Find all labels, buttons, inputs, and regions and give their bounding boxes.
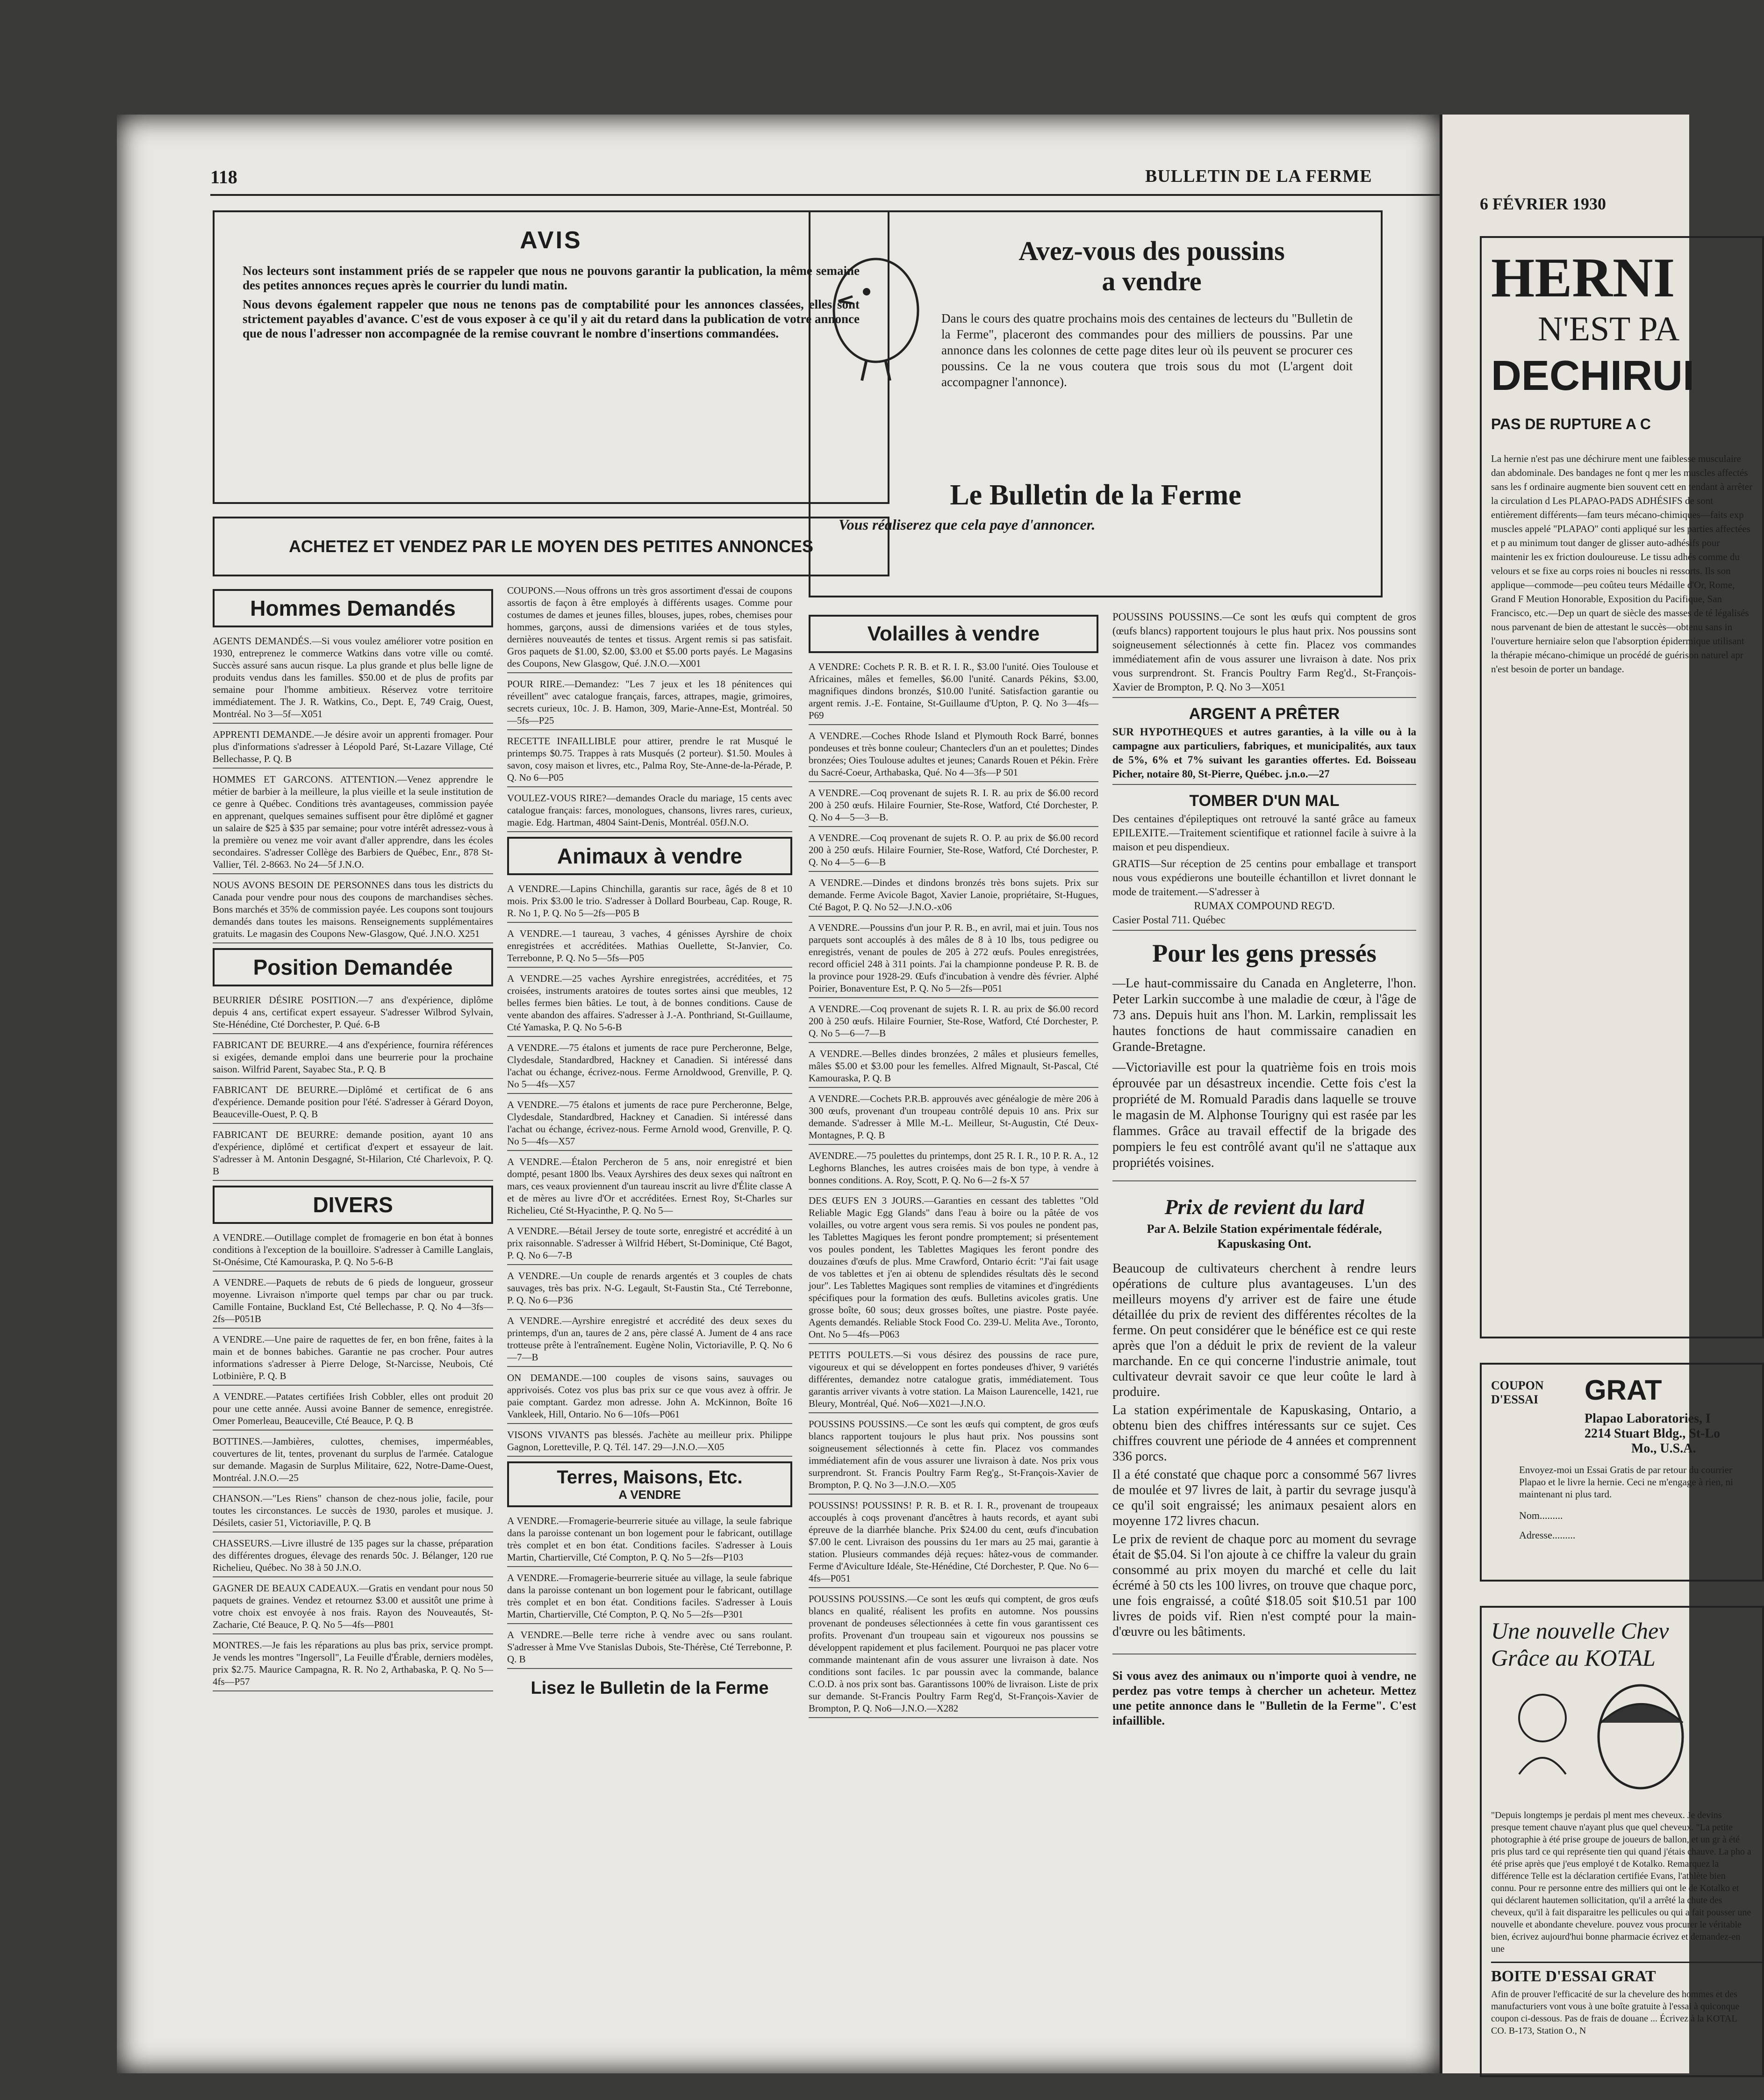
classified-ad: AGENTS DEMANDÉS.—Si vous voulez améliorer votre position en 1930, entreprenez le commerce Watkins dans votre ville ou comté. Succès assuré sans aucun risque. La plus grande et plus belle ligne de produits vendus dans les familles. $50.00 et de plus de profits par semaine pour l'homme ambitieux. Réservez votre territoire immédiatement. The J. R. Watkins, Co., Dept. E, 749 Craig, Ouest, Montréal. No 3—5f—X051: [213, 635, 493, 724]
hernie-subtitle: N'EST PA: [1538, 310, 1680, 348]
classified-ad: AVENDRE.—75 poulettes du printemps, dont 25 R. I. R., 10 P. R. A., 12 Leghorns Blanches, les autres croisées mais de bon type, à vendre à bonnes conditions. A. Roy, Scott, P. Q. No 6—2 fs-X 57: [809, 1150, 1098, 1190]
classified-ad: A VENDRE: Cochets P. R. B. et R. I. R., $3.00 l'unité. Oies Toulouse et Africaines, mâles et femelles, $6.00 l'unité. Canards Pékins, $3.00, magnifiques dindons bronzés, $10.00 l'unité. Satisfaction garantie ou argent remis. J.-E. Fontaine, St-Guillaume d'Upton, P. Q. No 3—4fs—P69: [809, 661, 1098, 725]
poussins-title-1: Avez-vous des poussins: [1018, 236, 1285, 266]
page-number: 118: [210, 166, 237, 187]
header-rule: [210, 194, 1500, 196]
classified-ad: A VENDRE.—75 étalons et juments de race pure Percheronne, Belge, Clydesdale, Standardbred, Hackney et Canadien. Si intéressé dans l'achat ou échange, écrivez-nous. Ferme Arnold wood, Grenville, P. Q. No 5—4fs—X57: [507, 1099, 792, 1151]
classified-ad: A VENDRE.—Paquets de rebuts de 6 pieds de longueur, grosseur moyenne. Livraison n'importe quel temps par char ou par truck. Camille Fontaine, Buckland Est, Cté Bellechasse, P. Q. No 4—3fs—2fs—P051B: [213, 1276, 493, 1329]
lard-paragraph-3: Il a été constaté que chaque porc a consommé 567 livres de moulée et 97 livres de lait, à partir du sevrage jusqu'à ce qu'il soit engraissé; les animaux pesaient alors en moyenne 172 livres chacun.: [1112, 1467, 1416, 1528]
classified-ad: A VENDRE.—Coq provenant de sujets R. I. R. au prix de $6.00 record 200 à 250 œufs. Hilaire Fournier, Ste-Rose, Watford, Cté Dorchester, P. Q. No 5—6—7—B: [809, 1003, 1098, 1043]
bulletin-brand: Le Bulletin de la Ferme: [950, 479, 1241, 511]
hernie-ad-box: [1480, 236, 1764, 1338]
column-2: [507, 584, 792, 2048]
avis-box: [213, 210, 889, 504]
classified-ad: A VENDRE.—Bétail Jersey de toute sorte, enregistré et accrédité à un prix raisonnable. S'adresser à Wilfrid Hébert, St-Dominique, Cté Bagot, P. Q. No 6—7-B: [507, 1225, 792, 1265]
classified-ad: FABRICANT DE BEURRE.—4 ans d'expérience, fournira références si exigées, demande emploi dans une beurrerie pour la prochaine saison. Wilfrid Parent, Sayabec Sta., P. Q. B: [213, 1039, 493, 1079]
coupon-label-2: D'ESSAI: [1491, 1393, 1539, 1406]
page-header-title: BULLETIN DE LA FERME: [1145, 166, 1372, 186]
classified-ad: A VENDRE.—Coq provenant de sujets R. O. P. au prix de $6.00 record 200 à 250 œufs. Hilaire Fournier, Ste-Rose, Watford, Cté Dorchester, P. Q. No 4—5—6—B: [809, 832, 1098, 872]
classified-ad: ON DEMANDE.—100 couples de visons sains, sauvages ou apprivoisés. Cotez vos plus bas prix sur ce que vous avez à offrir. Je paie comptant. Gardez mon adresse. John A. McKinnon, Boîte 16 Vankleek, Hill, Ontario. No 6—10fs—P061: [507, 1372, 792, 1424]
presses-paragraph-1: —Le haut-commissaire du Canada en Angleterre, l'hon. Peter Larkin succombe à une maladie de cœur, à l'âge de 73 ans. Depuis huit ans l'hon. M. Larkin, remplissait les hautes fonctions de haut commissaire canadien en Grande-Bretagne.: [1112, 976, 1416, 1054]
argent-body: SUR HYPOTHEQUES et autres garanties, à la ville ou à la campagne aux particuliers, fabriques, et municipalités, aux taux de 5%, 6% et 7% suivant les garanties offertes. Ed. Boisseau Picher, notaire 80, St-Pierre, Québec. j.n.o.—27: [1112, 725, 1416, 785]
coupon-label-1: COUPON: [1491, 1379, 1544, 1392]
chick-illustration: [825, 240, 927, 390]
newspaper-page: [117, 115, 1440, 2073]
classified-ad: A VENDRE.—Coches Rhode Island et Plymouth Rock Barré, bonnes pondeuses et très bonne couleur; Chanteclers d'un an et poulettes; Dindes bronzées; Oies Toulouse adultes et jeunes; Canards Rouen et Pékin. Frère du Sacré-Coeur, Arthabaska, Qué. No 4—3fs—P 501: [809, 730, 1098, 782]
classified-ad: RECETTE INFAILLIBLE pour attirer, prendre le rat Musqué le printemps $0.75. Trappes à rats Musqués (2 porteur). $1.50. Moules à savon, cosy maison et livres, etc., Palma Roy, Ste-Anne-de-la-Pérade, P. Q. No 6—P05: [507, 735, 792, 787]
poussins-title-2: a vendre: [1102, 266, 1202, 296]
classified-ad: BEURRIER DÉSIRE POSITION.—7 ans d'expérience, diplôme depuis 4 ans, certificat expert essayeur. S'adresser Wilbrod Sylvain, Ste-Hénédine, Cté Dorchester, P. Qué. 6-B: [213, 994, 493, 1034]
section-terres-title: Terres, Maisons, Etc.: [557, 1467, 743, 1488]
coupon-gratis: GRAT: [1585, 1374, 1662, 1406]
kotalko-title-1: Une nouvelle Chev: [1491, 1618, 1669, 1644]
lard-title: Prix de revient du lard: [1164, 1195, 1364, 1219]
classified-ad: CHASSEURS.—Livre illustré de 135 pages sur la chasse, préparation des différentes drogues, élevage des renards 50c. J. Bélanger, 120 rue Richelieu, Québec. No 38 à 50 J.N.O.: [213, 1537, 493, 1577]
mal-company: RUMAX COMPOUND REG'D.: [1194, 900, 1335, 912]
hernie-subtitle-2: DECHIRUI: [1491, 352, 1695, 399]
classified-ad: POUSSINS! POUSSINS! P. R. B. et R. I. R., provenant de troupeaux accouplés à coqs provenant d'ancêtres à hauts records, et ayant subi épreuve de la diarrhée blanche. Prix $24.00 du cent, œufs d'incubation $7.00 le cent. Livraison des poussins du 1er mars au 25 mai, garantie à station. Plusieurs commandes déjà reçues: hâtez-vous de commander. Ferme d'Aviculture Idéale, Ste-Hénédine, Cté Dorchester, P. Que. No 6—4fs—P051: [809, 1499, 1098, 1588]
kotalko-title-2: Grâce au KOTAL: [1491, 1645, 1656, 1671]
classified-ad: A VENDRE.—Patates certifiées Irish Cobbler, elles ont produit 20 pour une cette année. Aussi avoine Banner de semence, enregistrée. Omer Pomerleau, Beauceville, Cté Beauce, P. Q. B: [213, 1390, 493, 1431]
argent-title: ARGENT A PRÊTER: [1189, 705, 1340, 723]
page-date: 6 FÉVRIER 1930: [1480, 194, 1606, 213]
section-volailles-a-vendre: Volailles à vendre: [809, 615, 1098, 653]
classified-ad: A VENDRE.—25 vaches Ayrshire enregistrées, accréditées, et 75 croisées, instruments aratoires de toutes sortes ainsi que meubles, 12 belles fermes bien bâties. Le tout, à de bonnes conditions. Cause de vente abandon des affaires. S'adresser à J.-A. Ponthriand, St-Guillaume, Cté Yamaska, P. Q. No 5-6-B: [507, 972, 792, 1037]
coupon-company: Plapao Laboratories, I: [1585, 1411, 1711, 1426]
closing-notice: Si vous avez des animaux ou n'importe quoi à vendre, ne perdez pas votre temps à chercher un acheteur. Mettez une petite annonce dans le "Bulletin de la Ferme". C'est infaillible.: [1112, 1669, 1416, 1727]
column-1: [213, 584, 493, 2048]
classified-ad: FABRICANT DE BEURRE: demande position, ayant 10 ans d'expérience, diplômé et certificat d'expert et essayeur de lait. S'adresser à M. Antonin Desgagné, St-Hilarion, Cté Charlevoix, P. Q. B: [213, 1129, 493, 1181]
poussins-body: Dans le cours des quatre prochains mois des centaines de lecteurs du "Bulletin de la Ferme", placeront des commandes pour des milliers de poussins. Par une annonce dans les colonnes de cette page dites leur où ils peuvent se procurer ces poussins. Ce la ne vous coutera que trois sous du mot (L'argent doit accompagner l'annonce).: [941, 311, 1353, 389]
coupon-name-field[interactable]: Nom.........: [1519, 1510, 1563, 1521]
classified-ad: APPRENTI DEMANDE.—Je désire avoir un apprenti fromager. Pour plus d'informations s'adresser à Léopold Paré, St-Lazare Village, Cté Bellechasse, P. Q. B: [213, 728, 493, 769]
section-position-demandee: Position Demandée: [213, 948, 493, 986]
classified-ad: A VENDRE.—Fromagerie-beurrerie située au village, la seule fabrique dans la paroisse contenant un bon logement pour le fabricant, outillage très complet et en bon état. Conditions faciles. S'adresser à Louis Martin, Chartierville, Cté Compton, P. Q. No 5—2fs—P301: [507, 1572, 792, 1624]
classified-ad: DES ŒUFS EN 3 JOURS.—Garanties en cessant des tablettes "Old Reliable Magic Egg Glands" dans l'eau à boire ou la pâtée de vos volailles, ou votre argent vous sera remis. Si vos poules ne pondent pas, les Tablettes Magiques les feront pondre promptement; si présentement vos poules pondent, les Tablettes Magiques les feront pondre des douzaines d'œufs de plus. Mme Crawford, Ontario écrit: "J'ai fait usage de vos tablettes et j'en ai obtenu de splendides résultats dès le second jour". Les Tablettes Magiques sont remplies de vitamines et d'ingrédients spécifiques pour la formation des œufs. Bulletins avicoles gratis. Une grosse boîte, 60 sous; deux grosses boîtes, une piastre. Poste payée. Agents demandés. Reliable Stock Food Co. 239-U. Melita Ave., Toronto, Ont. No 5—4fs—P063: [809, 1194, 1098, 1344]
classified-ad: A VENDRE.—Cochets P.R.B. approuvés avec généalogie de mère 206 à 300 œufs, provenant d'un troupeau contrôlé depuis 10 ans. Prix sur demande. S'adresser à Mlle M.-L. Meilleur, St-Augustin, Cté Deux-Montagnes, P. Q. B: [809, 1093, 1098, 1145]
kotalko-body: "Depuis longtemps je perdais pl ment mes cheveux. Je devins presque tement chauve n'ayant plus que quel cheveux. "La petite photographie à été prise groupe de joueurs de ballon, et un gr à été pris plus tard ce qui représente tien qui quand j'étais chauve. La pho a été prise après que j'eus employé t de Kotalko. Remarquez la différence Telle est la déclaration certifiée Evans, l'athlète bien connu. Pour re personne entre des milliers qui ont le de Kotalko et qui déclarent hautemen sollicitation, qu'il a arrêté la chute des cheveux, qu'il à fait disparaitre les pellicules ou qui a fait pousser une nouvelle et abondante chevelure. pouvez vous procurer le véritable bien, écrivez aujourd'hui bonne pharmacie écrivez et demandez-en une: [1491, 1810, 1751, 1954]
classified-ad: NOUS AVONS BESOIN DE PERSONNES dans tous les districts du Canada pour vendre pour nous des coupons de marchandises sèches. Bons marchés et 35% de commission payée. Les coupons sont toujours demandés dans toutes les maisons. Renseignements supplémentaires gratuits. Le magasin des Coupons New-Glasgow, Qué. J.N.O. X251: [213, 879, 493, 943]
classified-ad: A VENDRE.—Étalon Percheron de 5 ans, noir enregistré et bien dompté, pesant 1800 lbs. Veaux Ayrshires des deux sexes qui naîtront en mars, ces veaux proviennent d'un taureau inscrit au livre d'Élite classe A et de mères au livre d'Or et accréditées. Ernest Roy, St-Charles sur Richelieu, Cté St-Hyacinthe, P. Q. No 5—: [507, 1156, 792, 1220]
poussins-ad-box: [809, 210, 1383, 597]
presses-paragraph-2: —Victoriaville est pour la quatrième fois en trois mois éprouvée par un désastreux incendie. Cette fois c'est la propriété de M. Romuald Paradis dans laquelle se trouve le magasin de M. Alphonse Tourigny qui est rasée par les flammes. Grâce au travail effectif de la brigade des pompiers le feu est contrôlé avant qu'il ne s'attaque aux propriétés voisines.: [1112, 1060, 1416, 1181]
classified-ad: POUR RIRE.—Demandez: "Les 7 jeux et les 18 pénitences qui réveillent" avec catalogue français, farces, attrapes, magie, grimoires, secrets curieux, 10c. J. B. Hamon, 309, Marie-Anne-Est, Montréal. 50—5fs—P25: [507, 678, 792, 730]
column-3: [809, 610, 1098, 2050]
classified-ad: POUSSINS POUSSINS.—Ce sont les œufs qui comptent, de gros œufs blancs rapportent toujours le plus haut prix. Nos poussins sont soigneusement sélectionnés à cette fin. Placez vos commandes immédiatement afin de vous assurer une livraison à date. Nos prix vous surprendront. St. Francis Poultry Farm Reg'g., St-François-Xavier de Brompton, P. Q. No 3—J.N.O.—X05: [809, 1418, 1098, 1495]
kotalko-ad-box: [1480, 1606, 1764, 2077]
lard-byline: Par A. Belzile Station expérimentale fédérale, Kapuskasing Ont.: [1147, 1222, 1382, 1251]
mal-gratis: GRATIS—Sur réception de 25 centins pour emballage et transport nous vous expédierons une bouteille échantillon et livret donnant le mode de traitement.—S'adresser à: [1112, 858, 1416, 898]
achetez-box: [213, 517, 889, 576]
classified-ad: A VENDRE.—Un couple de renards argentés et 3 couples de chats sauvages, très bas prix. N-G. Legault, St-Faustin Sta., Cté Terrebonne, P. Q. No 6—P36: [507, 1270, 792, 1310]
classified-ad: A VENDRE.—Lapins Chinchilla, garantis sur race, âgés de 8 et 10 mois. Prix $3.00 le trio. S'adresser à Dollard Bourbeau, Cap. Rouge, R. R. No 1, P. Q. No 5—2fs—P05 B: [507, 883, 792, 923]
classified-ad: A VENDRE.—75 étalons et juments de race pure Percheronne, Belge, Clydesdale, Standardbred, Hackney et Canadien. Si intéressé dans l'achat ou échange, écrivez-nous. Ferme Arnoldwood, Grenville, P. Q. No 5—4fs—X57: [507, 1042, 792, 1094]
classified-ad: POUSSINS POUSSINS.—Ce sont les œufs qui comptent, de gros œufs blancs en qualité, réalisent les profits en automne. Nos poussins provenant de pondeuses sélectionnées à cette fin vous garantissent ces profits. Provenant d'un troupeau sain et vigoureux nos poussins se développent rapidement et plus facilement. Pourquoi ne pas placer votre commande maintenant afin de vous assurer une livraison à date. Nos conditions sont faciles. 1c par poussin avec la commande, balance C.O.D. à nos prix sont bas. Garantissons 100% de livraison. Liste de prix sur demande. St-Francis Poultry Farm Reg'd, St-François-Xavier de Brompton, P. Q. No6—J.N.O.—X282: [809, 1593, 1098, 1718]
lisez-slogan: Lisez le Bulletin de la Ferme: [531, 1678, 769, 1698]
coupon-address-1: 2214 Stuart Bldg., St-Lo: [1585, 1426, 1721, 1441]
classified-ad: A VENDRE.—1 taureau, 3 vaches, 4 génisses Ayrshire de choix enregistrées et accréditées. Mathias Ouellette, St-Janvier, Co. Terrebonne, P. Q. No 5—5fs—P05: [507, 928, 792, 968]
coupon-box: [1480, 1363, 1764, 1582]
section-divers: DIVERS: [213, 1186, 493, 1224]
classified-ad: VOULEZ-VOUS RIRE?—demandes Oracle du mariage, 15 cents avec catalogue français: farces, monologues, chansons, livres rares, curieux, magie. Edg. Hartman, 4804 Saint-Denis, Montréal. 05fJ.N.O.: [507, 792, 792, 832]
section-terres-maisons: [507, 1461, 792, 1507]
classified-ad: COUPONS.—Nous offrons un très gros assortiment d'essai de coupons assortis de façon à être employés à différents usages. Comme pour costumes de dames et jeunes filles, blouses, jupes, robes, chemises pour hommes, garçons, aussi de dimensions variées et de tous styles, dernières nouveautés de tentes et tissus. Argent remis si pas satisfait. Gros paquets de $1.00, $2.00, $3.00 et $5.00 ports payés. Le Magasins des Coupons, New Glasgow, Qué. J.N.O.—X001: [507, 584, 792, 673]
kotalko-boite: BOITE D'ESSAI GRAT: [1491, 1962, 1762, 1985]
avis-title: AVIS: [520, 227, 582, 254]
classified-ad: MONTRES.—Je fais les réparations au plus bas prix, service prompt. Je vends les montres "Ingersoll", La Feuille d'Érable, derniers modèles, prix $2.75. Maurice Campagna, R. R. No 2, Arthabaska, P. Q. No 5—4fs—P57: [213, 1639, 493, 1691]
lard-paragraph-1: Beaucoup de cultivateurs cherchent à rendre leurs opérations de culture plus avantageuses. L'un des meilleurs moyens d'y arriver est de faire une étude détaillée du prix de revient des différentes récoltes de la ferme. On peut considérer que le bénéfice est ce qui reste après que l'on a déduit le prix de revient de la valeur marchande. En ce qui concerne l'industrie animale, tout cultivateur devrait savoir ce que leur coûte le lard à produire.: [1112, 1261, 1416, 1399]
classified-ad: CHANSON.—"Les Riens" chanson de chez-nous jolie, facile, pour toutes les circonstances. Le succès de 1930, paroles et musique. J. Désilets, casier 51, Victoriaville, P. Q. B: [213, 1492, 493, 1532]
mal-address: Casier Postal 711. Québec: [1112, 913, 1416, 931]
presses-title: Pour les gens pressés: [1152, 939, 1377, 967]
classified-ad: PETITS POULETS.—Si vous désirez des poussins de race pure, vigoureux et qui se développent en fortes pondeuses d'hiver, 9 variétés différentes, demandez notre catalogue gratis, immédiatement. Tous garantis arriver vivants à votre station. La Maison Laurencelle, 1421, rue Bleury, Montréal, Qué. No6—X021—J.N.O.: [809, 1349, 1098, 1413]
avis-paragraph-2: Nous devons également rappeler que nous ne tenons pas de comptabilité pour les annonces classées, elles sont strictement payables d'avance. C'est de vous exposer à ce qu'il y ait du retard dans la publication de votre annonce que de nous l'adresser non accompagnée de la remise couvrant le nombre d'insertions commandées.: [243, 297, 860, 340]
mal-body: Des centaines d'épileptiques ont retrouvé la santé grâce au fameux EPILEXITE.—Traitement scientifique et rationnel facile à suivre à la maison et peu dispendieux.: [1112, 813, 1416, 853]
avis-paragraph-1: Nos lecteurs sont instamment priés de se rappeler que nous ne pouvons garantir la publication, la même semaine des petites annonces reçues après le courrier du lundi matin.: [243, 264, 860, 292]
poussins-slogan: Vous réaliserez que cela paye d'annoncer.: [839, 516, 1096, 533]
mal-title: TOMBER D'UN MAL: [1189, 792, 1340, 810]
hernie-body: La hernie n'est pas une déchirure ment une faiblesse musculaire dan abdominale. Des bandages ne font q mer les muscles affectés sans les f ordinaire augmente bien souvent cett en tendant à arrêter la circulation d Les PLAPAO-PADS ADHÉSIFS de sont entièrement différents—fam teurs mécano-chimiques—faits exp muscles appelé "PLAPAO" conti appliqué sur les parties affectées et p au minimum tout danger de glisser auto-adhésifs pour maintenir les ex friction douloureuse. Le tissu adhés comme du velours et se fixe au corps roies ni boucles ni ressorts. Ils son applique—commode—peu coûteu teurs Médaille d'Or, Rome, Grand F Meution Honorable, Exposition du Pacifique, San Francisco, etc.—Dep un quart de siècle des masses de té légalisés nous parvenant de bien de attestant le succès—obtenu sans in l'ouverture herniaire selon que l'absorption épidermique utilisant la thérapie mécano-chimique un procédé de guérison naturel apr n'est besoin de porter un bandage.: [1491, 453, 1753, 675]
classified-ad: A VENDRE.—Fromagerie-beurrerie située au village, la seule fabrique dans la paroisse contenant un bon logement pour le fabricant, outillage très complet et en bon état. Conditions faciles. S'adresser à Louis Martin, Chartierville, Cté Compton, P. Q. No 5—2fs—P103: [507, 1515, 792, 1567]
adjacent-page: [1440, 115, 1753, 2073]
hernie-title: HERNI: [1491, 246, 1675, 309]
lard-paragraph-4: Le prix de revient de chaque porc au moment du sevrage était de $5.04. Si l'on ajoute à ce chiffre la valeur du grain consommé au prix moyen du marché et celle du lait écrémé à 50 cts les 100 livres, on trouve que chaque porc, une fois engraissé, a coûté $18.05 soit $10.51 par 100 livres de poids vif. Rien n'est compté pour la main-d'œuvre ou les bâtiments.: [1112, 1532, 1416, 1654]
classified-ad: A VENDRE.—Belle terre riche à vendre avec ou sans roulant. S'adresser à Mme Vve Stanislas Dubois, Ste-Thérèse, Cté Terrebonne, P. Q. B: [507, 1629, 792, 1669]
coupon-address-2: Mo., U.S.A.: [1631, 1441, 1696, 1456]
section-animaux-a-vendre: Animaux à vendre: [507, 837, 792, 875]
section-terres-subtitle: A VENDRE: [618, 1488, 681, 1502]
coupon-address-field[interactable]: Adresse.........: [1519, 1529, 1576, 1541]
classified-ad: A VENDRE.—Ayrshire enregistré et accrédité des deux sexes du printemps, d'un an, taures de 2 ans, père classé A. Jument de 4 ans race trotteuse prête à l'entraînement. Eugène Nolin, Victoriaville, P. Q. No 6—7—B: [507, 1315, 792, 1367]
classified-ad: POUSSINS POUSSINS.—Ce sont les œufs qui comptent de gros (œufs blancs) rapportent toujours le plus haut prix. Nos poussins sont soigneusement sélectionnés à cette fin. Placez vos commandes immédiatement afin de vous assurer une livraison à date. Nos prix vous surprendront. St. Francis Poultry Farm Reg'd., St-François-Xavier de Brompton, P. Q. No 3—X051: [1112, 610, 1416, 698]
achetez-text: ACHETEZ ET VENDEZ PAR LE MOYEN DES PETITES ANNONCES: [288, 537, 814, 556]
classified-ad: A VENDRE.—Une paire de raquettes de fer, en bon frêne, faites à la main et de bonnes babiches. Garantie ne pas crocher. Pour autres informations s'adresser à Pierre Deloge, St-Narcisse, Neubois, Cté Lotbinière, P. Q. B: [213, 1333, 493, 1386]
section-hommes-demandes: Hommes Demandés: [213, 589, 493, 627]
classified-ad: A VENDRE.—Belles dindes bronzées, 2 mâles et plusieurs femelles, mâles $5.00 et $3.00 pour les femelles. Alfred Mignault, St-Pascal, Cté Kamouraska, P. Q. B: [809, 1048, 1098, 1088]
coupon-instructions: Envoyez-moi un Essai Gratis de par retour du courrier Plapao et le livre la hernie. Ceci ne m'engage à rien, ni maintenant ni plus tard.: [1519, 1464, 1734, 1500]
classified-ad: A VENDRE.—Poussins d'un jour P. R. B., en avril, mai et juin. Tous nos parquets sont accouplés à des mâles de 8 à 10 lbs, tous pedigree ou enregistrés, venant de poules de 205 à 272 œufs. Poules enregistrées, record officiel 248 à 311 points. J'ai la championne pondeuse P. R. B. de la province pour 1928-29. Œufs d'incubation à vendre dès février. Alphé Poirier, Bonaventure Est, P. Q. No 5—2fs—P051: [809, 921, 1098, 998]
classified-ad: A VENDRE.—Coq provenant de sujets R. I. R. au prix de $6.00 record 200 à 250 œufs. Hilaire Fournier, Ste-Rose, Watford, Cté Dorchester, P. Q. No 4—5—3—B.: [809, 787, 1098, 827]
hernie-pas: PAS DE RUPTURE A C: [1491, 416, 1651, 432]
lard-paragraph-2: La station expérimentale de Kapuskasing, Ontario, a obtenu bien des chiffres intéressants sur ce sujet. Ces chiffres couvrent une période de 4 années et comprennent 336 porcs.: [1112, 1403, 1416, 1464]
classified-ad: VISONS VIVANTS pas blessés. J'achète au meilleur prix. Philippe Gagnon, Loretteville, P. Q. Tél. 147. 29—J.N.O.—X05: [507, 1429, 792, 1457]
classified-ad: A VENDRE.—Dindes et dindons bronzés très bons sujets. Prix sur demande. Ferme Avicole Bagot, Xavier Lanoie, propriétaire, St-Hugues, Cté Bagot, P. Q. No 52—J.N.O.-x06: [809, 877, 1098, 917]
kotalko-boite-body: Afin de prouver l'efficacité de sur la chevelure des hommes et des manufacturiers vont vous à une boîte gratuite à l'essai à quiconque coupon ci-dessous. Pas de frais de douane ... Écrivez à la KOTAL CO. B-173, Station O., N: [1491, 1989, 1740, 2036]
classified-ad: BOTTINES.—Jambières, culottes, chemises, imperméables, couvertures de lit, tentes, provenant du surplus de l'armée. Catalogue sur demande. Magasin de Surplus Militaire, 622, Notre-Dame-Ouest, Montréal. J.N.O.—25: [213, 1435, 493, 1488]
classified-ad: A VENDRE.—Outillage complet de fromagerie en bon état à bonnes conditions à l'exception de la bouilloire. S'adresser à Camille Langlais, St-Onésime, Cté Kamouraska, P. Q. No 5-6-B: [213, 1231, 493, 1272]
classified-ad: GAGNER DE BEAUX CADEAUX.—Gratis en vendant pour nous 50 paquets de graines. Vendez et retournez $3.00 et aussitôt une prime à votre choix est envoyée à nos frais. Rayon des Nouveautés, St-Zacharie, Cté Beauce, P. Q. No 5—4fs—P801: [213, 1582, 493, 1634]
classified-ad: FABRICANT DE BEURRE.—Diplômé et certificat de 6 ans d'expérience. Demande position pour l'été. S'adresser à Gérard Doyon, Beauceville-Ouest, P. Q. B: [213, 1084, 493, 1124]
portrait-illustration: [1500, 1681, 1697, 1802]
classified-ad: HOMMES ET GARCONS. ATTENTION.—Venez apprendre le métier de barbier à la meilleure, la plus vieille et la seule institution de ce genre à Québec. Conditions très avantageuses, commission payée en apprenant, quelques semaines suffisent pour être diplômé et gagner un salaire de $25 à $35 par semaine; pour votre intérêt adressez-vous à la première ou venez me voir avant d'aller apprendre, dans les écoles secondaires. S'adresser Collège des Barbiers de Québec, Enr., 878 St-Vallier, Tél. 2-8663. No 24—5f J.N.O.: [213, 773, 493, 874]
column-4: [1112, 610, 1416, 2050]
